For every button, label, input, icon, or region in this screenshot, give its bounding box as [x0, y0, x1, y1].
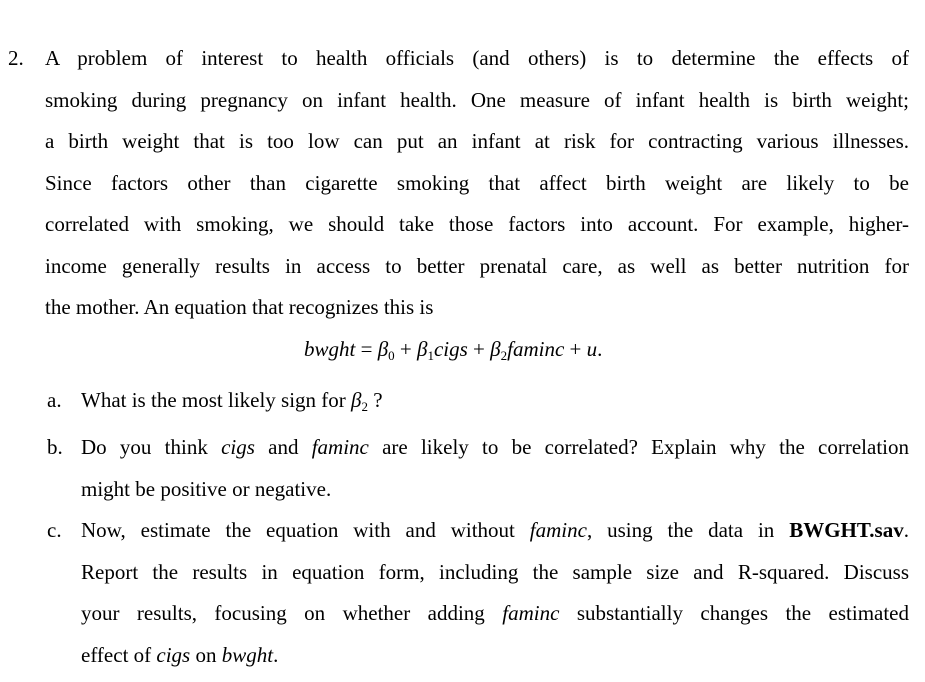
eq-equals: =	[361, 337, 373, 361]
eq-beta1-sub: 1	[427, 348, 434, 363]
part-b-line-1	[81, 433, 909, 475]
part-c-var-faminc-2: faminc	[502, 601, 559, 625]
statement-line-6: income generally results in access to better prenatal care, as well as better nutrition for	[45, 252, 909, 294]
part-c-text-8: .	[273, 643, 278, 667]
part-c-text-6: effect of	[81, 643, 156, 667]
eq-beta0: β	[378, 337, 388, 361]
part-a-label: a.	[47, 386, 62, 414]
part-c-text-7: on	[190, 643, 222, 667]
regression-equation	[304, 334, 602, 364]
part-b-text-1: Do you think	[81, 435, 221, 459]
part-a-beta-sub: 2	[362, 399, 369, 414]
statement-line-7: the mother. An equation that recognizes this is	[45, 293, 909, 335]
part-b-var-cigs: cigs	[221, 435, 255, 459]
part-a-beta	[351, 388, 368, 412]
eq-cigs: cigs	[434, 337, 468, 361]
eq-period: .	[597, 337, 602, 361]
part-c-text-1: Now, estimate the equation with and without	[81, 518, 530, 542]
part-b-text-2: and	[255, 435, 312, 459]
part-c-text-4: your results, focusing on whether adding	[81, 601, 502, 625]
statement-line-5: correlated with smoking, we should take those factors into account. For example, higher-	[45, 210, 909, 252]
eq-beta2: β	[490, 337, 500, 361]
part-c-text-2: , using the data in	[587, 518, 789, 542]
part-b-body	[81, 433, 909, 516]
eq-error: u	[587, 337, 598, 361]
part-c-label: c.	[47, 516, 62, 544]
eq-beta1: β	[417, 337, 427, 361]
part-a-line-1	[81, 386, 909, 428]
eq-lhs: bwght	[304, 337, 355, 361]
part-b-line-2: might be positive or negative.	[81, 475, 909, 517]
statement-line-1: A problem of interest to health officials (and others) is to determine the effects of	[45, 44, 909, 86]
eq-faminc: faminc	[507, 337, 564, 361]
eq-beta0-sub: 0	[388, 348, 395, 363]
part-a-beta-symbol: β	[351, 388, 361, 412]
problem-number: 2.	[8, 44, 24, 72]
part-c-text-3: .	[904, 518, 909, 542]
part-c-line-4	[81, 641, 909, 682]
statement-line-4: Since factors other than cigarette smoking that affect birth weight are likely to be	[45, 169, 909, 211]
part-a-question-mark: ?	[368, 388, 383, 412]
part-c-data-file: BWGHT.sav	[789, 518, 904, 542]
eq-plus-1: +	[400, 337, 412, 361]
part-c-var-bwght: bwght	[222, 643, 273, 667]
part-c-var-faminc: faminc	[530, 518, 587, 542]
part-b-var-faminc: faminc	[312, 435, 369, 459]
part-c-line-1	[81, 516, 909, 558]
part-b-label: b.	[47, 433, 63, 461]
eq-plus-3: +	[570, 337, 582, 361]
part-c-line-2: Report the results in equation form, including the sample size and R-squared. Discuss	[81, 558, 909, 600]
statement-line-3: a birth weight that is too low can put an infant at risk for contracting various illnesses.	[45, 127, 909, 169]
part-a-text: What is the most likely sign for	[81, 388, 351, 412]
problem-statement	[45, 44, 909, 335]
statement-line-2: smoking during pregnancy on infant health. One measure of infant health is birth weight;	[45, 86, 909, 128]
part-a-body	[81, 386, 909, 428]
part-b-text-3: are likely to be correlated? Explain why the correlation	[369, 435, 909, 459]
part-c-line-3	[81, 599, 909, 641]
part-c-text-5: substantially changes the estimated	[559, 601, 909, 625]
part-c-body	[81, 516, 909, 682]
eq-beta2-sub: 2	[501, 348, 508, 363]
part-c-var-cigs: cigs	[156, 643, 190, 667]
eq-plus-2: +	[473, 337, 485, 361]
